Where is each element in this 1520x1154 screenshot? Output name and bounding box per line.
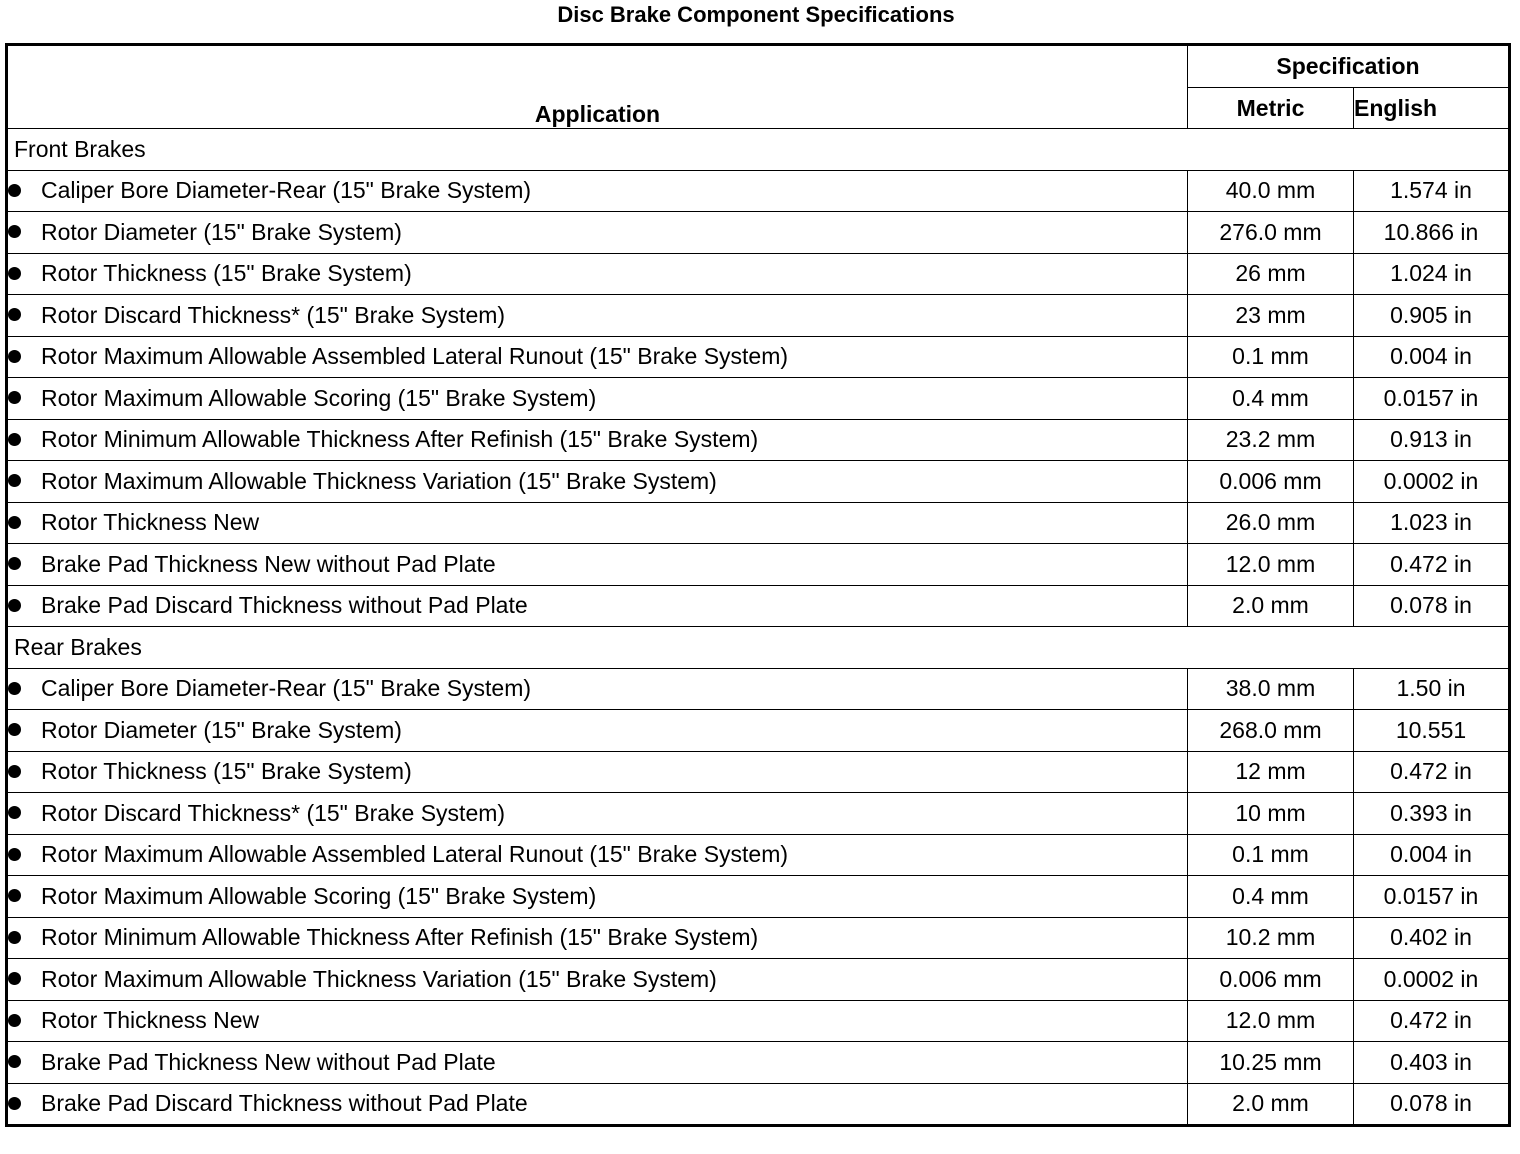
application-cell <box>7 710 1188 752</box>
header-row <box>7 45 1510 88</box>
table-row <box>7 959 1510 1001</box>
table-row <box>7 461 1510 503</box>
metric-cell: 0.4 mm <box>1188 876 1354 918</box>
application-label: Rotor Maximum Allowable Scoring (15" Brake System) <box>41 882 597 909</box>
english-cell: 0.905 in <box>1354 295 1510 337</box>
metric-cell: 23.2 mm <box>1188 419 1354 461</box>
table-row <box>7 419 1510 461</box>
application-label: Rotor Discard Thickness* (15" Brake System) <box>41 799 506 826</box>
english-cell: 0.004 in <box>1354 834 1510 876</box>
metric-cell: 12 mm <box>1188 751 1354 793</box>
english-cell: 0.913 in <box>1354 419 1510 461</box>
bullet-icon <box>8 806 21 819</box>
english-cell: 0.402 in <box>1354 917 1510 959</box>
table-row <box>7 253 1510 295</box>
table-row <box>7 668 1510 710</box>
bullet-icon <box>8 433 21 446</box>
english-cell: 1.023 in <box>1354 502 1510 544</box>
application-cell <box>7 917 1188 959</box>
application-cell <box>7 295 1188 337</box>
table-row <box>7 710 1510 752</box>
application-label: Rotor Diameter (15" Brake System) <box>41 716 402 743</box>
metric-cell: 0.1 mm <box>1188 336 1354 378</box>
application-label: Rotor Thickness New <box>41 1007 260 1034</box>
application-cell <box>7 336 1188 378</box>
section-row <box>7 129 1510 171</box>
header-english: English <box>1354 88 1510 129</box>
bullet-icon <box>8 931 21 944</box>
bullet-icon <box>8 723 21 736</box>
application-label: Rotor Thickness (15" Brake System) <box>41 758 412 785</box>
english-cell: 0.393 in <box>1354 793 1510 835</box>
english-cell: 0.004 in <box>1354 336 1510 378</box>
bullet-icon <box>8 225 21 238</box>
table-row <box>7 917 1510 959</box>
application-label: Rotor Maximum Allowable Thickness Variation (15" Brake System) <box>41 467 717 494</box>
table-row <box>7 876 1510 918</box>
application-cell <box>7 253 1188 295</box>
english-cell: 0.078 in <box>1354 585 1510 627</box>
application-cell <box>7 544 1188 586</box>
spec-table <box>5 43 1511 1127</box>
metric-cell: 40.0 mm <box>1188 170 1354 212</box>
bullet-icon <box>8 474 21 487</box>
table-row <box>7 1000 1510 1042</box>
application-label: Brake Pad Discard Thickness without Pad Plate <box>41 1090 528 1117</box>
table-row <box>7 1083 1510 1126</box>
table-row <box>7 170 1510 212</box>
application-cell <box>7 502 1188 544</box>
english-cell: 10.551 <box>1354 710 1510 752</box>
bullet-icon <box>8 184 21 197</box>
english-cell: 1.50 in <box>1354 668 1510 710</box>
metric-cell: 38.0 mm <box>1188 668 1354 710</box>
english-cell: 0.403 in <box>1354 1042 1510 1084</box>
table-row <box>7 502 1510 544</box>
application-cell <box>7 1000 1188 1042</box>
english-cell: 0.0002 in <box>1354 461 1510 503</box>
metric-cell: 268.0 mm <box>1188 710 1354 752</box>
application-label: Rotor Maximum Allowable Thickness Variation (15" Brake System) <box>41 965 717 992</box>
metric-cell: 26.0 mm <box>1188 502 1354 544</box>
bullet-icon <box>8 889 21 902</box>
english-cell: 0.0157 in <box>1354 876 1510 918</box>
application-cell <box>7 876 1188 918</box>
metric-cell: 12.0 mm <box>1188 544 1354 586</box>
table-row <box>7 295 1510 337</box>
application-label: Caliper Bore Diameter-Rear (15" Brake System) <box>41 675 532 702</box>
header-application: Application <box>7 45 1188 129</box>
metric-cell: 10.25 mm <box>1188 1042 1354 1084</box>
english-cell: 10.866 in <box>1354 212 1510 254</box>
english-cell: 0.0002 in <box>1354 959 1510 1001</box>
application-label: Rotor Thickness New <box>41 509 260 536</box>
application-label: Brake Pad Thickness New without Pad Plate <box>41 550 496 577</box>
english-cell: 0.472 in <box>1354 1000 1510 1042</box>
application-label: Brake Pad Thickness New without Pad Plate <box>41 1048 496 1075</box>
application-cell <box>7 1083 1188 1126</box>
application-cell <box>7 959 1188 1001</box>
bullet-icon <box>8 1014 21 1027</box>
bullet-icon <box>8 1097 21 1110</box>
metric-cell: 26 mm <box>1188 253 1354 295</box>
metric-cell: 276.0 mm <box>1188 212 1354 254</box>
bullet-icon <box>8 765 21 778</box>
application-label: Rotor Maximum Allowable Assembled Lateral Runout (15" Brake System) <box>41 343 789 370</box>
bullet-icon <box>8 391 21 404</box>
bullet-icon <box>8 599 21 612</box>
section-row <box>7 627 1510 669</box>
application-cell <box>7 1042 1188 1084</box>
application-label: Rotor Minimum Allowable Thickness After Refinish (15" Brake System) <box>41 426 759 453</box>
english-cell: 1.024 in <box>1354 253 1510 295</box>
bullet-icon <box>8 1055 21 1068</box>
header-specification: Specification <box>1188 45 1510 88</box>
english-cell: 0.0157 in <box>1354 378 1510 420</box>
application-cell <box>7 378 1188 420</box>
application-cell <box>7 212 1188 254</box>
bullet-icon <box>8 516 21 529</box>
bullet-icon <box>8 267 21 280</box>
section-title: Front Brakes <box>7 129 1510 171</box>
table-row <box>7 585 1510 627</box>
table-row <box>7 751 1510 793</box>
application-label: Brake Pad Discard Thickness without Pad Plate <box>41 592 528 619</box>
metric-cell: 0.006 mm <box>1188 461 1354 503</box>
english-cell: 0.078 in <box>1354 1083 1510 1126</box>
application-cell <box>7 461 1188 503</box>
metric-cell: 2.0 mm <box>1188 585 1354 627</box>
bullet-icon <box>8 350 21 363</box>
metric-cell: 10 mm <box>1188 793 1354 835</box>
application-cell <box>7 668 1188 710</box>
application-label: Rotor Diameter (15" Brake System) <box>41 218 402 245</box>
table-row <box>7 1042 1510 1084</box>
application-cell <box>7 585 1188 627</box>
metric-cell: 0.4 mm <box>1188 378 1354 420</box>
metric-cell: 0.1 mm <box>1188 834 1354 876</box>
bullet-icon <box>8 557 21 570</box>
application-label: Caliper Bore Diameter-Rear (15" Brake System) <box>41 177 532 204</box>
table-row <box>7 336 1510 378</box>
header-metric: Metric <box>1188 88 1354 129</box>
metric-cell: 12.0 mm <box>1188 1000 1354 1042</box>
application-label: Rotor Maximum Allowable Scoring (15" Brake System) <box>41 384 597 411</box>
english-cell: 0.472 in <box>1354 751 1510 793</box>
spec-body <box>7 129 1510 1126</box>
table-row <box>7 212 1510 254</box>
metric-cell: 10.2 mm <box>1188 917 1354 959</box>
application-cell <box>7 751 1188 793</box>
bullet-icon <box>8 848 21 861</box>
english-cell: 1.574 in <box>1354 170 1510 212</box>
table-row <box>7 378 1510 420</box>
application-cell <box>7 419 1188 461</box>
page-title: Disc Brake Component Specifications <box>557 2 955 27</box>
application-cell <box>7 793 1188 835</box>
metric-cell: 23 mm <box>1188 295 1354 337</box>
table-row <box>7 834 1510 876</box>
application-cell <box>7 834 1188 876</box>
application-label: Rotor Minimum Allowable Thickness After Refinish (15" Brake System) <box>41 924 759 951</box>
application-label: Rotor Thickness (15" Brake System) <box>41 260 412 287</box>
table-row <box>7 544 1510 586</box>
application-label: Rotor Discard Thickness* (15" Brake System) <box>41 301 506 328</box>
bullet-icon <box>8 308 21 321</box>
application-label: Rotor Maximum Allowable Assembled Lateral Runout (15" Brake System) <box>41 841 789 868</box>
application-cell <box>7 170 1188 212</box>
metric-cell: 0.006 mm <box>1188 959 1354 1001</box>
metric-cell: 2.0 mm <box>1188 1083 1354 1126</box>
table-row <box>7 793 1510 835</box>
bullet-icon <box>8 972 21 985</box>
english-cell: 0.472 in <box>1354 544 1510 586</box>
section-title: Rear Brakes <box>7 627 1510 669</box>
bullet-icon <box>8 682 21 695</box>
